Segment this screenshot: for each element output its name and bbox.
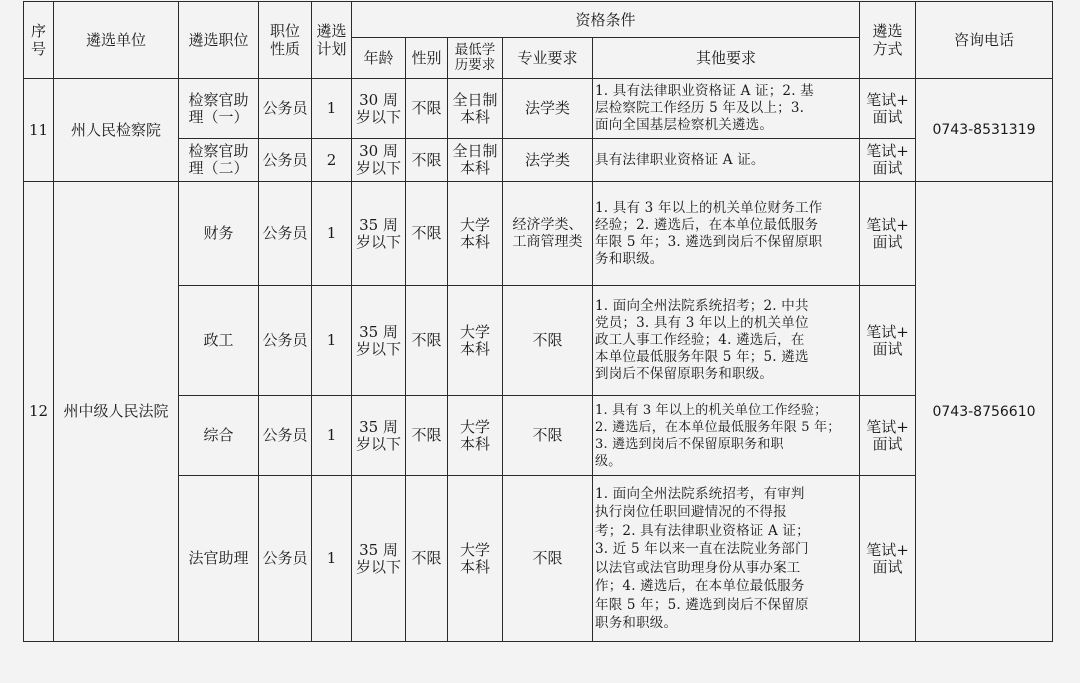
- gender-cell: 不限: [406, 286, 448, 396]
- major-cell: 经济学类、 工商管理类: [503, 182, 593, 286]
- plan-cell: 1: [312, 79, 352, 139]
- table-row: [24, 286, 1053, 396]
- age-cell: 35 周 岁以下: [352, 476, 406, 642]
- education-cell: 大学 本科: [448, 182, 503, 286]
- header-education: 最低学 历要求: [448, 38, 503, 79]
- other-requirements-cell: 1. 具有 3 年以上的机关单位财务工作 经验；2. 遴选后，在本单位最低服务 年限 5 年；3. 遴选到岗后不保留原职 务和职级。: [593, 182, 860, 286]
- table-row: [24, 476, 1053, 642]
- position-cell: 政工: [179, 286, 259, 396]
- nature-cell: 公务员: [259, 286, 312, 396]
- header-seq: 序 号: [24, 2, 54, 79]
- age-cell: 35 周 岁以下: [352, 286, 406, 396]
- other-requirements-cell: 1. 具有法律职业资格证 A 证；2. 基 层检察院工作经历 5 年及以上；3. 面向全国基层检察机关遴选。: [593, 79, 860, 139]
- plan-cell: 1: [312, 286, 352, 396]
- phone-cell: 0743-8531319: [916, 79, 1053, 182]
- gender-cell: 不限: [406, 396, 448, 476]
- table-row: [24, 396, 1053, 476]
- plan-cell: 1: [312, 182, 352, 286]
- other-requirements-cell: 1. 面向全州法院系统招考，有审判 执行岗位任职回避情况的不得报 考；2. 具有法律职业资格证 A 证； 3. 近 5 年以来一直在法院业务部门 以法官或法官助理身份从事办案工 作；4. 遴选后，在本单位最低服务 年限 5 年；5. 遴选到岗后不保留原 职务和职级。: [593, 476, 860, 642]
- table-row: [24, 79, 1053, 139]
- header-qualifications: 资格条件: [352, 2, 860, 38]
- header-nature: 职位 性质: [259, 2, 312, 79]
- age-cell: 30 周 岁以下: [352, 79, 406, 139]
- nature-cell: 公务员: [259, 182, 312, 286]
- plan-cell: 1: [312, 396, 352, 476]
- header-unit: 遴选单位: [54, 2, 179, 79]
- header-row-1: [24, 2, 1053, 38]
- nature-cell: 公务员: [259, 139, 312, 182]
- seq-cell: 11: [24, 79, 54, 182]
- header-major: 专业要求: [503, 38, 593, 79]
- age-cell: 30 周 岁以下: [352, 139, 406, 182]
- education-cell: 全日制 本科: [448, 79, 503, 139]
- seq-cell: 12: [24, 182, 54, 642]
- nature-cell: 公务员: [259, 396, 312, 476]
- method-cell: 笔试+ 面试: [860, 79, 916, 139]
- method-cell: 笔试+ 面试: [860, 139, 916, 182]
- unit-cell: 州人民检察院: [54, 79, 179, 182]
- header-age: 年龄: [352, 38, 406, 79]
- phone-cell: 0743-8756610: [916, 182, 1053, 642]
- nature-cell: 公务员: [259, 476, 312, 642]
- nature-cell: 公务员: [259, 79, 312, 139]
- position-cell: 检察官助 理（二）: [179, 139, 259, 182]
- gender-cell: 不限: [406, 182, 448, 286]
- header-method: 遴选 方式: [860, 2, 916, 79]
- age-cell: 35 周 岁以下: [352, 396, 406, 476]
- header-gender: 性别: [406, 38, 448, 79]
- recruitment-table: [23, 1, 1053, 642]
- major-cell: 不限: [503, 476, 593, 642]
- header-other: 其他要求: [593, 38, 860, 79]
- table-row: [24, 139, 1053, 182]
- gender-cell: 不限: [406, 139, 448, 182]
- header-position: 遴选职位: [179, 2, 259, 79]
- position-cell: 综合: [179, 396, 259, 476]
- gender-cell: 不限: [406, 476, 448, 642]
- major-cell: 法学类: [503, 79, 593, 139]
- major-cell: 不限: [503, 286, 593, 396]
- position-cell: 财务: [179, 182, 259, 286]
- gender-cell: 不限: [406, 79, 448, 139]
- table-row: [24, 182, 1053, 286]
- method-cell: 笔试+ 面试: [860, 286, 916, 396]
- age-cell: 35 周 岁以下: [352, 182, 406, 286]
- education-cell: 大学 本科: [448, 396, 503, 476]
- plan-cell: 2: [312, 139, 352, 182]
- major-cell: 不限: [503, 396, 593, 476]
- other-requirements-cell: 具有法律职业资格证 A 证。: [593, 139, 860, 182]
- other-requirements-cell: 1. 面向全州法院系统招考；2. 中共 党员；3. 具有 3 年以上的机关单位 政工人事工作经验；4. 遴选后，在 本单位最低服务年限 5 年；5. 遴选 到岗后不保留原职务和职级。: [593, 286, 860, 396]
- other-requirements-cell: 1. 具有 3 年以上的机关单位工作经验； 2. 遴选后，在本单位最低服务年限 5 年； 3. 遴选到岗后不保留原职务和职 级。: [593, 396, 860, 476]
- header-plan: 遴选 计划: [312, 2, 352, 79]
- unit-cell: 州中级人民法院: [54, 182, 179, 642]
- education-cell: 全日制 本科: [448, 139, 503, 182]
- position-cell: 法官助理: [179, 476, 259, 642]
- plan-cell: 1: [312, 476, 352, 642]
- major-cell: 法学类: [503, 139, 593, 182]
- education-cell: 大学 本科: [448, 476, 503, 642]
- method-cell: 笔试+ 面试: [860, 182, 916, 286]
- method-cell: 笔试+ 面试: [860, 476, 916, 642]
- method-cell: 笔试+ 面试: [860, 396, 916, 476]
- header-phone: 咨询电话: [916, 2, 1053, 79]
- education-cell: 大学 本科: [448, 286, 503, 396]
- position-cell: 检察官助 理（一）: [179, 79, 259, 139]
